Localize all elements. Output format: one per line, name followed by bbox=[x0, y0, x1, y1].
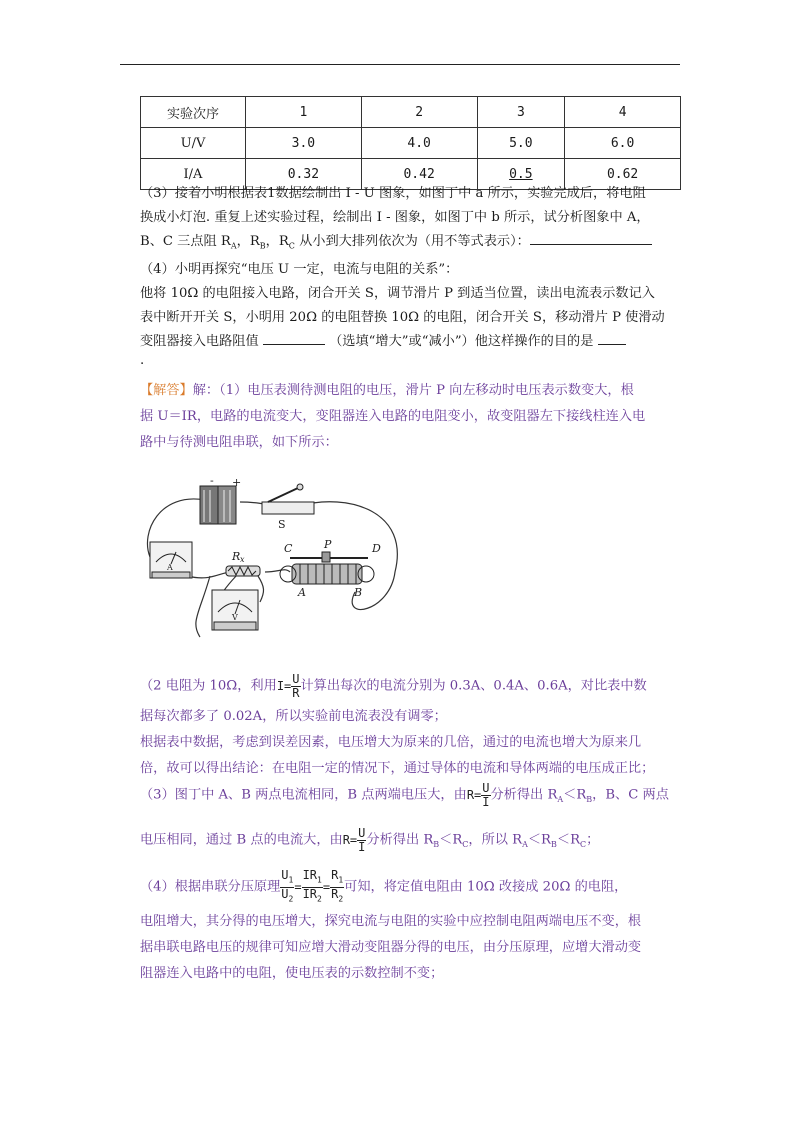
formula-fraction: $\frac{IR_1}{IR_2}$ bbox=[302, 868, 322, 903]
q4-line: （4）小明再探究“电压 U 一定，电流与电阻的关系”： bbox=[140, 262, 459, 277]
answer-part1: 【解答】解：（1）电压表测待测电阻的电压，滑片 P 向左移动时电压表示数变大，根 据 U＝IR，电路的电流变大，变阻器连入电路的电阻变小，故变阻器左下接线柱连入电 路中与待测电阻串联，如下所示： bbox=[140, 383, 646, 450]
table-row bbox=[141, 128, 681, 159]
table-row bbox=[141, 97, 681, 128]
q4-line: . bbox=[140, 353, 145, 368]
ammeter bbox=[150, 542, 192, 578]
answer-blank[interactable] bbox=[263, 344, 325, 345]
equals-sign: = bbox=[294, 880, 302, 894]
table-cell: 4 bbox=[565, 97, 681, 128]
table-cell: U/V bbox=[141, 128, 246, 159]
table-cell: 0.32 bbox=[246, 159, 362, 190]
table-cell: 6.0 bbox=[565, 128, 681, 159]
table-cell: I/A bbox=[141, 159, 246, 190]
battery-plus-label: + bbox=[232, 476, 242, 489]
table-cell: 2 bbox=[361, 97, 477, 128]
formula-i: I= bbox=[276, 679, 292, 693]
terminal-a-label: A bbox=[298, 586, 306, 599]
slider-p-label: P bbox=[324, 538, 332, 551]
formula-fraction: $\frac{U}{R}$ bbox=[292, 671, 300, 700]
answer-part4: （4）根据串联分压原理 $\frac{U_1}{U_2}$ = $\frac{IR_1}{IR_2}$ = $\frac{R_1}{R_2}$ 可知，将定值电阻由 10Ω 改接成 20Ω 的电阻， 电阻增大，其分得的电压增大，探究电流与电阻的实验中应控制电阻两端电压不变，根 据串联电路电压的规律可知应增大滑动变阻器分得的电压，由分压原理，应增大滑动变 阻器连入电路中的电阻，使电压表的示数控制不变； bbox=[140, 866, 685, 987]
equals-sign: = bbox=[322, 880, 331, 894]
table-cell: 0.42 bbox=[361, 159, 477, 190]
table-cell: 4.0 bbox=[361, 128, 477, 159]
rheostat bbox=[280, 552, 374, 584]
circuit-diagram bbox=[140, 472, 410, 650]
header-rule bbox=[120, 64, 680, 65]
answer-part3: （3）图丁中 A、B 两点电流相同，B 点两端电压大，由R= $\frac{U}{I}$ 分析得出 $R_A<R_B$，B、C 两点 电压相同，通过 B 点的电流大，由R= $\frac{U}{I}$ 分析得出 $R_B<R_C$，所以 $R_A<R_B<R_C$； bbox=[140, 780, 669, 854]
formula-fraction: $\frac{U}{I}$ bbox=[358, 825, 366, 854]
terminal-b-label: B bbox=[354, 586, 363, 599]
resistor-rx bbox=[226, 566, 260, 576]
formula-fraction: $\frac{U_1}{U_2}$ bbox=[281, 868, 294, 903]
answer-blank[interactable] bbox=[530, 244, 652, 245]
table-cell: 3.0 bbox=[246, 128, 362, 159]
table-cell: 5.0 bbox=[477, 128, 565, 159]
table-cell: 1 bbox=[246, 97, 362, 128]
question-3 bbox=[140, 182, 685, 259]
rx-subscript: x bbox=[240, 555, 245, 564]
rx-label: R bbox=[232, 550, 241, 563]
terminal-c-label: C bbox=[284, 542, 293, 555]
switch-label: S bbox=[278, 518, 286, 531]
q4-line: 他将 10Ω 的电阻接入电路，闭合开关 S，调节滑片 P 到适当位置，读出电流表示数记入 bbox=[140, 286, 655, 301]
answer-part2: （2 电阻为 10Ω，利用I= $\frac{U}{R}$ 计算出每次的电流分别为 0.3A、0.4A、0.6A，对比表中数 据每次都多了 0.02A，所以实验前电流表没有调零； 根据表中数据，考虑到误差因素，电压增大为原来的几倍，通过的电流也增大为原来几 倍，故可以得出结论：在电阻一定的情况下，通过导体的电流和导体两端的电压成正比； bbox=[140, 664, 685, 782]
table-cell: 0.62 bbox=[565, 159, 681, 190]
voltmeter bbox=[212, 590, 258, 630]
answer-blank[interactable] bbox=[598, 344, 626, 345]
switch bbox=[262, 484, 314, 514]
underlined-value: 0.5 bbox=[509, 166, 533, 182]
wire bbox=[196, 576, 210, 637]
formula-fraction: $\frac{R_1}{R_2}$ bbox=[331, 868, 344, 903]
wire bbox=[265, 570, 290, 572]
battery bbox=[200, 486, 236, 524]
battery-minus-label: - bbox=[210, 474, 214, 487]
formula-r: R= bbox=[466, 788, 482, 802]
q3-line: （3）接着小明根据表1数据绘制出 I - U 图象，如图丁中 a 所示，实验完成后，将电阻 bbox=[140, 186, 646, 201]
voltmeter-label: V bbox=[232, 613, 238, 622]
q4-line: 变阻器接入电路阻值 （选填“增大”或“减小”）他这样操作的目的是 bbox=[140, 330, 685, 354]
wire bbox=[298, 502, 397, 610]
answer-tag: 【解答】 bbox=[140, 383, 193, 398]
q3-line: B、C 三点阻 $R_A$，$R_B$，$R_C$ 从小到大排列依次为（用不等式表示）： bbox=[140, 230, 685, 259]
q3-line: 换成小灯泡. 重复上述实验过程，绘制出 I - 图象，如图丁中 b 所示，试分析图象中 A， bbox=[140, 210, 650, 225]
formula-r: R= bbox=[342, 833, 358, 848]
ammeter-label: A bbox=[167, 563, 173, 572]
formula-fraction: $\frac{U}{I}$ bbox=[482, 780, 490, 809]
terminal-d-label: D bbox=[372, 542, 381, 555]
wire bbox=[258, 576, 264, 602]
data-table bbox=[140, 96, 681, 190]
q4-line: 表中断开开关 S，小明用 20Ω 的电阻替换 10Ω 的电阻，闭合开关 S，移动滑片 P 使滑动 bbox=[140, 310, 665, 325]
table-cell: 3 bbox=[477, 97, 565, 128]
question-4 bbox=[140, 258, 685, 368]
table-cell: 实验次序 bbox=[141, 97, 246, 128]
